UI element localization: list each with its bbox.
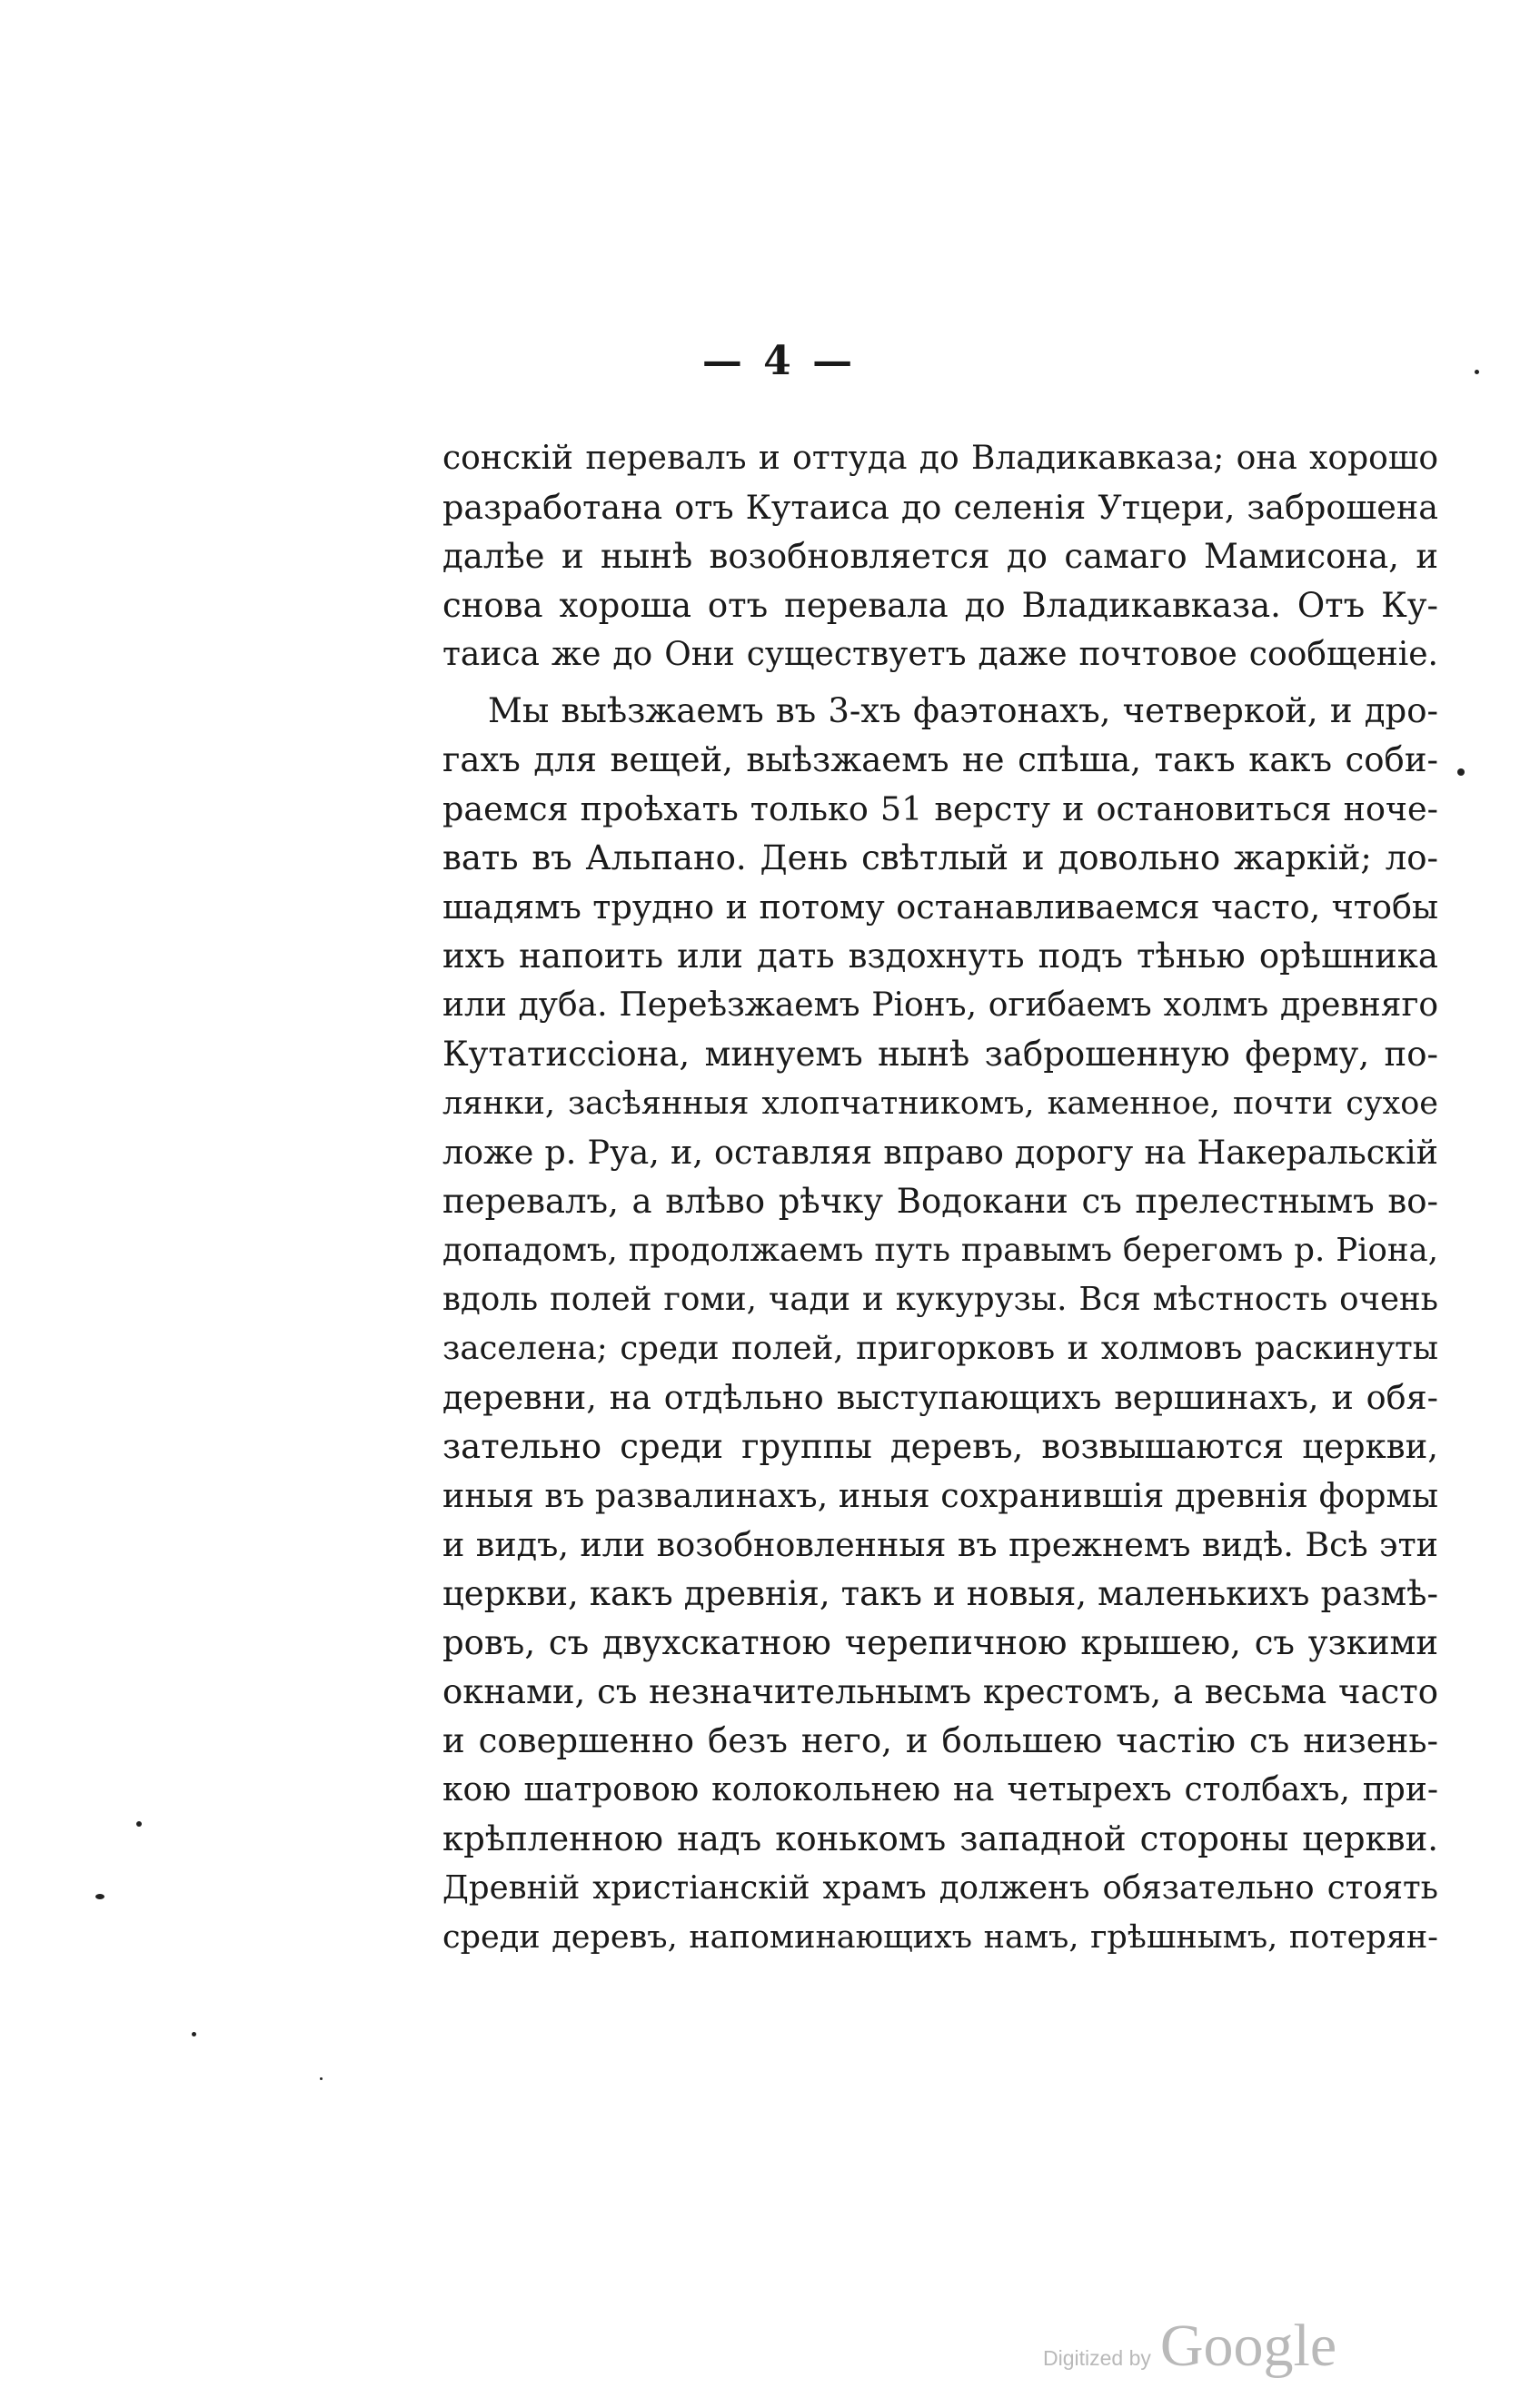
scan-speck: [320, 2077, 323, 2080]
scan-speck: [1475, 370, 1479, 374]
text-line: допадомъ, продолжаемъ путь правымъ берегомъ р. Ріона,: [442, 1232, 1438, 1269]
text-line: Мы выѣзжаемъ въ 3-хъ фаэтонахъ, четверкой, и дро-: [488, 691, 1438, 730]
text-line: и совершенно безъ него, и большею частію съ низень-: [442, 1721, 1438, 1760]
text-line: крѣпленною надъ конькомъ западной стороны церкви.: [442, 1819, 1438, 1858]
text-line: и видъ, или возобновленныя въ прежнемъ видѣ. Всѣ эти: [442, 1525, 1438, 1564]
text-line: Кутатиссіона, минуемъ нынѣ заброшенную ферму, по-: [442, 1035, 1438, 1074]
text-line: таиса же до Они существуетъ даже почтовое сообщеніе.: [442, 636, 1438, 673]
text-line: ровъ, съ двухскатною черепичною крышею, съ узкими: [442, 1623, 1438, 1662]
scan-speck: [192, 2032, 196, 2036]
scan-speck: [1457, 768, 1465, 776]
text-line: раемся проѣхать только 51 версту и остановиться ноче-: [442, 789, 1438, 828]
text-line: кою шатровою колокольнею на четырехъ столбахъ, при-: [442, 1771, 1438, 1808]
text-line: сонскій перевалъ и оттуда до Владикавказа; она хорошо: [442, 440, 1438, 477]
text-line: зательно среди группы деревъ, возвышаются церкви,: [442, 1427, 1438, 1466]
text-line: церкви, какъ древнія, такъ и новыя, маленькихъ размѣ-: [442, 1574, 1438, 1613]
scan-speck: [136, 1821, 142, 1827]
text-line: снова хороша отъ перевала до Владикавказа. Отъ Ку-: [442, 586, 1438, 625]
google-watermark: [1043, 2312, 1336, 2381]
watermark-brand: Google: [1159, 2313, 1337, 2379]
text-line: вать въ Альпано. День свѣтлый и довольно жаркій; ло-: [442, 838, 1438, 877]
text-line: вдоль полей гоми, чади и кукурузы. Вся мѣстность очень: [442, 1281, 1438, 1318]
text-line: шадямъ трудно и потому останавливаемся часто, чтобы: [442, 887, 1438, 927]
text-line: деревни, на отдѣльно выступающихъ вершинахъ, и обя-: [442, 1378, 1438, 1417]
text-line: перевалъ, а влѣво рѣчку Водокани съ прелестнымъ во-: [442, 1182, 1438, 1221]
text-line: окнами, съ незначительнымъ крестомъ, а весьма часто: [442, 1672, 1438, 1711]
scan-speck: [95, 1894, 104, 1899]
body-text: [442, 434, 1438, 1962]
text-line: лянки, засѣянныя хлопчатникомъ, каменное, почти сухое: [442, 1085, 1438, 1122]
text-line: Древній христіанскій храмъ долженъ обязательно стоять: [442, 1869, 1438, 1907]
text-line: или дуба. Переѣзжаемъ Ріонъ, огибаемъ холмъ древняго: [442, 986, 1438, 1024]
text-line: ихъ напоить или дать вздохнуть подъ тѣнью орѣшника: [442, 936, 1438, 976]
text-line: далѣе и нынѣ возобновляется до самаго Мамисона, и: [442, 537, 1438, 576]
text-line: среди деревъ, напоминающихъ намъ, грѣшнымъ, потерян-: [442, 1919, 1438, 1956]
page-number: — 4 —: [701, 338, 857, 384]
text-line: иныя въ развалинахъ, иныя сохранившія древнія формы: [442, 1476, 1438, 1515]
text-line: заселена; среди полей, пригорковъ и холмовъ раскинуты: [442, 1330, 1438, 1367]
text-line: гахъ для вещей, выѣзжаемъ не спѣша, такъ какъ соби-: [442, 740, 1438, 779]
text-line: разработана отъ Кутаиса до селенія Утцери, заброшена: [442, 488, 1438, 527]
text-line: ложе р. Руа, и, оставляя вправо дорогу на Накеральскій: [442, 1133, 1438, 1172]
watermark-prefix: Digitized by: [1043, 2346, 1151, 2370]
